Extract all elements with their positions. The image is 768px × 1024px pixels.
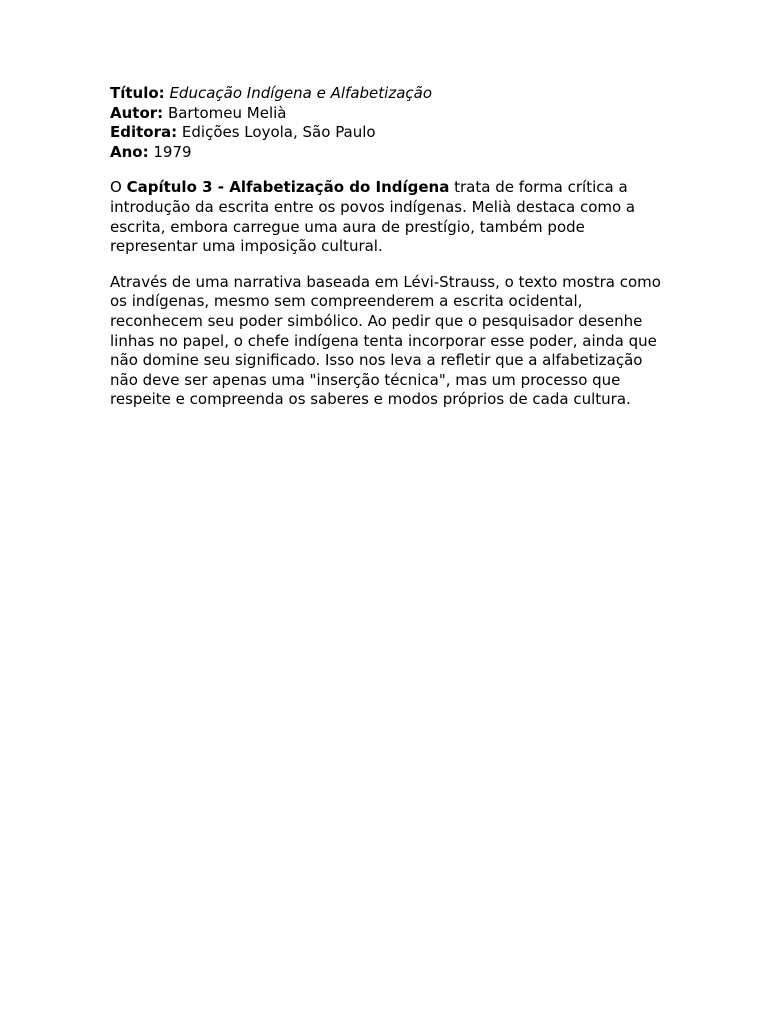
paragraph-1-rest: trata de forma crítica a introdução da escrita entre os povos indígenas. Melià destaca como a escrita, embora carregue uma aura de prestígio, também pode representar uma imposição cultural. [110,178,636,256]
publisher-value: Edições Loyola, São Paulo [181,123,376,142]
author-value: Bartomeu Melià [167,103,287,122]
publisher-label: Editora: [110,123,178,142]
year-line [110,143,670,163]
title-label: Título: [110,84,165,102]
year-value: 1979 [153,142,192,161]
publisher-line [110,123,670,143]
chapter-title: Capítulo 3 - Alfabetização do Indígena [126,178,450,197]
paragraph-1-prefix: O [110,178,127,197]
book-metadata [110,84,670,162]
author-line [110,104,670,124]
title-value: Educação Indígena e Alfabetização [169,84,432,102]
document-body [110,178,670,410]
document-page [110,84,670,410]
title-line [110,84,670,104]
paragraph-2: Através de uma narrativa baseada em Lévi-Strauss, o texto mostra como os indígenas, mesmo sem compreenderem a escrita ocidental, reconhecem seu poder simbólico. Ao pedir que o pesquisador desenhe linhas no papel, o chefe indígena tenta incorporar esse poder, ainda que não domine seu significado. Isso nos leva a refletir que a alfabetização não deve ser apenas uma "inserção técnica", mas um processo que respeite e compreenda os saberes e modos próprios de cada cultura. [110,272,661,409]
paragraph-1 [110,178,670,256]
year-label: Ano: [110,142,149,161]
author-label: Autor: [110,103,164,122]
